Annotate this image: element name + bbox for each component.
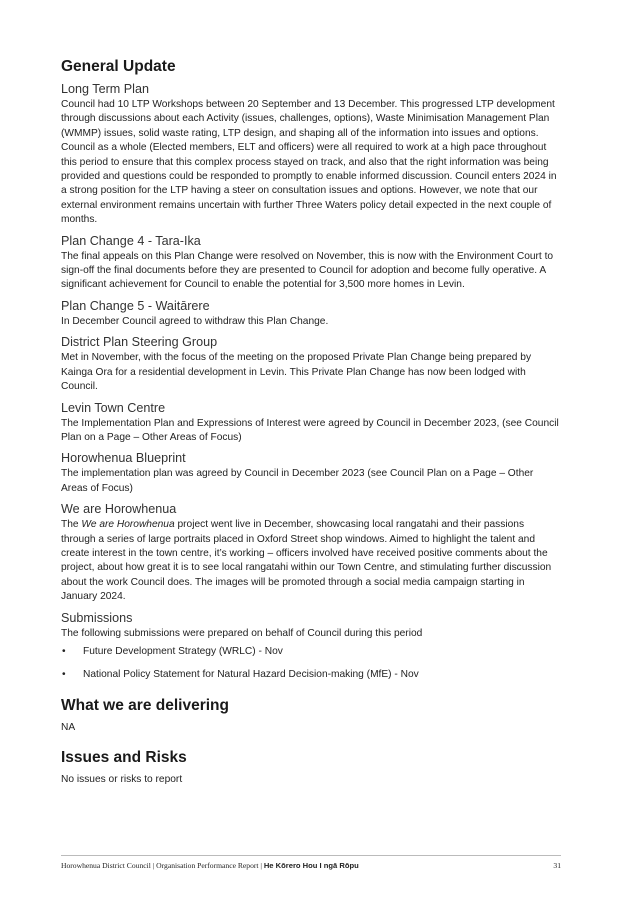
submissions-list	[61, 645, 561, 683]
footer-text: Horowhenua District Council | Organisation Performance Report |	[61, 861, 264, 870]
bullet: •	[62, 669, 66, 681]
section-plan-change-4	[61, 234, 561, 293]
section-body	[61, 518, 561, 604]
section-plan-change-5	[61, 299, 561, 329]
section-body: The final appeals on this Plan Change were resolved on November, this is now with the Environment Court to sign-off the final documents before they are presented to Council for adoption and become fully operative. A significant achievement for Council to enable the potential for 3,500 more homes in Levin.	[61, 250, 554, 291]
section-district-plan-steering-group	[61, 335, 561, 394]
section-title: Levin Town Centre	[61, 400, 166, 415]
section-levin-town-centre	[61, 401, 561, 446]
bullet: •	[62, 645, 66, 657]
page-number: 31	[553, 861, 561, 870]
section-submissions	[61, 611, 561, 683]
section-title: Horowhenua Blueprint	[61, 451, 186, 466]
section-we-are-horowhenua	[61, 502, 561, 604]
section-title: We are Horowhenua	[61, 502, 177, 517]
issues-heading: Issues and Risks	[61, 749, 187, 767]
delivering-heading: What we are delivering	[61, 696, 229, 714]
section-title: Submissions	[61, 610, 133, 625]
project-name: We are Horowhenua	[81, 519, 175, 531]
delivering-body: NA	[61, 721, 76, 733]
page-footer	[61, 855, 561, 870]
body-rest: project went live in December, showcasing local rangatahi and their passions through a series of large portraits placed in Oxford Street shop windows. Aimed to highlight the talent and create interest in the town centre, it’s working – officers involved have received positive comments about the project, about how great it is to see local rangatahi within our Town Centre, and stimulating further discussion about the work Council does. The images will be promoted through a social media campaign starting in January 2024.	[61, 519, 552, 603]
footer-bold-text: He Kōrero Hou I ngā Rōpu	[263, 861, 359, 870]
section-long-term-plan	[61, 82, 561, 228]
section-horowhenua-blueprint	[61, 451, 561, 496]
section-title: Plan Change 4 - Tara-Ika	[61, 233, 201, 248]
general-update-heading: General Update	[61, 58, 176, 75]
submissions-intro: The following submissions were prepared on behalf of Council during this period	[61, 627, 423, 639]
section-body: Council had 10 LTP Workshops between 20 September and 13 December. This progressed LTP development through discussions about each Activity (issues, challenges, options), Waste Minimisation Management Plan (WMMP) issues, solid waste rating, LTP design, and shaping all of the information into issues and options. Council as a whole (Elected members, ELT and officers) were all required to work at a high pace throughout this period to ensure that this complex process stayed on track, and also that the right information was being provided and questions could be responded to promptly to enable informed discussion. Council enters 2024 in a strong position for the LTP having a steer on consultation issues and options. However, we note that our external environment remains uncertain with further Three Waters policy detail expected in the next couple of months.	[61, 99, 557, 226]
section-body: Met in November, with the focus of the meeting on the proposed Private Plan Change being prepared by Kainga Ora for a residential development in Levin. This Private Plan Change has now been lodged with Council.	[61, 352, 532, 393]
body-prefix: The	[61, 519, 82, 531]
issues-body: No issues or risks to report	[61, 774, 183, 786]
list-item: • National Policy Statement for Natural Hazard Decision-making (MfE) - Nov	[61, 668, 561, 682]
section-body: In December Council agreed to withdraw this Plan Change.	[61, 315, 329, 327]
list-item: • Future Development Strategy (WRLC) - Nov	[61, 645, 561, 659]
section-body: The implementation plan was agreed by Council in December 2023 (see Council Plan on a Page – Other Areas of Focus)	[61, 468, 534, 494]
section-title: District Plan Steering Group	[61, 335, 218, 350]
section-title: Long Term Plan	[61, 82, 149, 96]
section-title: Plan Change 5 - Waitārere	[61, 298, 210, 313]
report-page	[61, 58, 561, 792]
section-body: The Implementation Plan and Expressions of Interest were agreed by Council in December 2023, (see Council Plan on a Page – Other Areas of Focus)	[61, 417, 559, 443]
